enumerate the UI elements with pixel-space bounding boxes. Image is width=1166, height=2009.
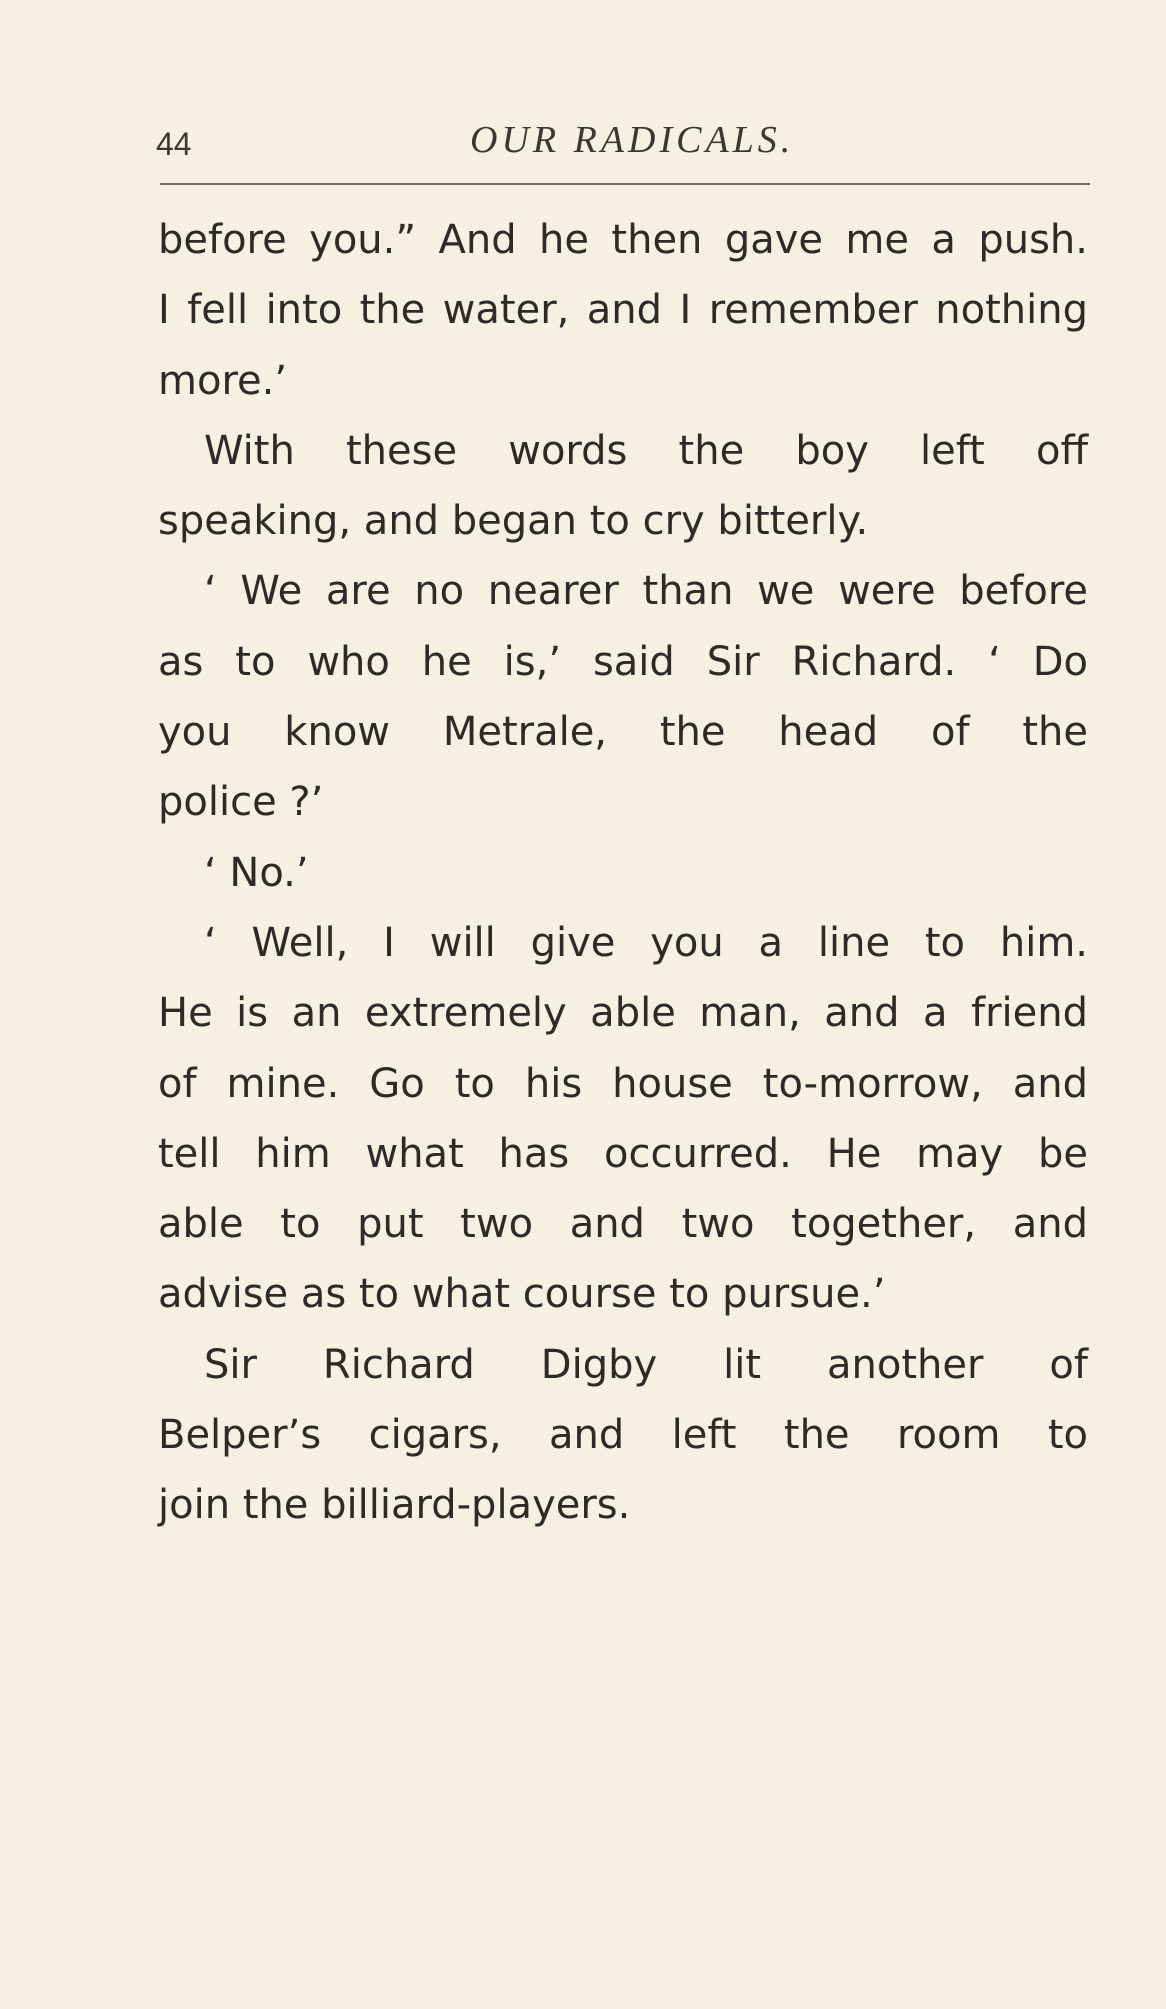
text-line: Belper’s cigars, and left the room to <box>158 1412 1088 1459</box>
text-line: as to who he is,’ said Sir Richard. ‘ Do <box>158 638 1088 685</box>
header-rule <box>160 183 1090 185</box>
text-line: able to put two and two together, and <box>158 1201 1088 1248</box>
text-line: before you.” And he then gave me a push. <box>158 217 1088 263</box>
text-line: more.’ <box>158 357 288 404</box>
page-number: 44 <box>156 126 192 162</box>
text-line: tell him what has occurred. He may be <box>158 1130 1088 1177</box>
text-line: of mine. Go to his house to-morrow, and <box>158 1060 1088 1107</box>
text-line: advise as to what course to pursue.’ <box>158 1271 886 1318</box>
running-head <box>150 118 1085 178</box>
text-line: With these words the boy left off <box>204 427 1088 474</box>
body-text <box>158 205 1088 1541</box>
text-line: ‘ We are no nearer than we were before <box>204 568 1088 615</box>
running-title: OUR RADICALS. <box>470 119 795 161</box>
text-line: you know Metrale, the head of the <box>158 709 1088 756</box>
text-line: He is an extremely able man, and a friend <box>158 990 1088 1037</box>
text-line: join the billiard-players. <box>158 1482 631 1529</box>
text-line: police ?’ <box>158 779 324 826</box>
text-line: Sir Richard Digby lit another of <box>204 1341 1088 1388</box>
text-line: ‘ No.’ <box>204 849 309 896</box>
text-line: speaking, and began to cry bitterly. <box>158 498 869 545</box>
text-line: ‘ Well, I will give you a line to him. <box>204 919 1088 966</box>
text-line: I fell into the water, and I remember nothing <box>158 287 1088 334</box>
